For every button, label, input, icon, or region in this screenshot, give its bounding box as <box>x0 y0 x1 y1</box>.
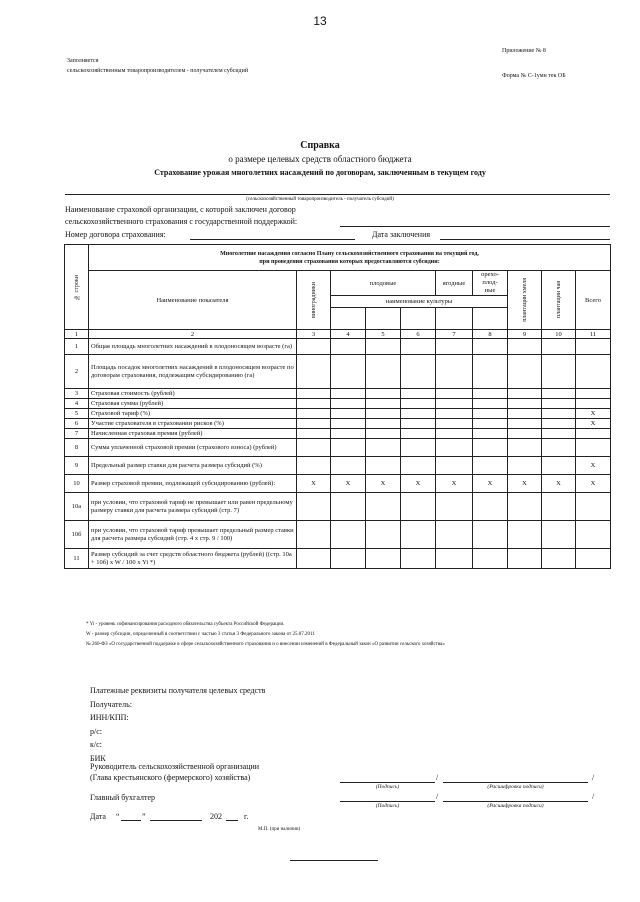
row-label: при условии, что страховой тариф не превышает или равен предельному размеру ставки для расчета размера субсидий (стр. 7) <box>89 493 297 521</box>
value-cell[interactable] <box>401 409 436 419</box>
table-row <box>65 389 611 399</box>
page-number: 13 <box>313 14 327 28</box>
value-cell[interactable] <box>508 521 542 549</box>
row-number: 6 <box>65 419 89 429</box>
row-label: Размер субсидий за счет средств областного бюджета (рублей) ((стр. 10а + 10б) х W / 100 х Yi *) <box>89 549 297 569</box>
column-number: 4 <box>331 330 366 339</box>
value-cell[interactable] <box>331 399 366 409</box>
value-cell[interactable] <box>297 339 331 355</box>
row-label: Участие страхователя в страховании рисков (%) <box>89 419 297 429</box>
value-cell[interactable] <box>436 549 473 569</box>
value-cell[interactable] <box>331 521 366 549</box>
value-cell[interactable] <box>436 457 473 475</box>
value-cell: X <box>508 475 542 493</box>
value-cell: X <box>366 475 401 493</box>
row-number: 1 <box>65 339 89 355</box>
header-berry: ягодные <box>436 271 473 296</box>
value-cell[interactable] <box>473 399 508 409</box>
value-cell[interactable] <box>401 399 436 409</box>
table-row <box>65 521 611 549</box>
value-cell[interactable] <box>401 549 436 569</box>
row-label: при условии, что страховой тариф превышает предельный размер ставки для расчета размера субсидий (стр. 4 х стр. 9 / 100) <box>89 521 297 549</box>
value-cell[interactable] <box>473 493 508 521</box>
value-cell[interactable] <box>331 457 366 475</box>
header-hop: плантации хмеля <box>508 271 542 330</box>
doc-subtitle: о размере целевых средств областного бюджета <box>228 154 412 164</box>
value-cell[interactable] <box>473 457 508 475</box>
head-signature-line[interactable] <box>340 782 435 783</box>
filled-by-recipient: сельскохозяйственным товаропроизводителем - получателем субсидий <box>67 68 249 74</box>
value-cell[interactable] <box>366 409 401 419</box>
value-cell: X <box>401 475 436 493</box>
value-cell: X <box>297 475 331 493</box>
value-cell[interactable] <box>331 493 366 521</box>
insurer-label: Наименование страховой организации, с которой заключен договор <box>65 205 296 214</box>
value-cell[interactable] <box>297 439 331 457</box>
crop-cell[interactable] <box>366 308 401 330</box>
value-cell: X <box>576 419 611 429</box>
value-cell[interactable] <box>436 493 473 521</box>
row-label: Страховая сумма (рублей) <box>89 399 297 409</box>
value-cell[interactable] <box>542 339 576 355</box>
value-cell[interactable] <box>542 439 576 457</box>
row-label: Размер страховой премии, подлежащей субсидированию (рублей): <box>89 475 297 493</box>
date-month-input[interactable] <box>150 820 202 821</box>
value-cell[interactable] <box>542 399 576 409</box>
contract-date-label: Дата заключения <box>372 230 431 239</box>
value-cell[interactable] <box>576 355 611 389</box>
value-cell[interactable] <box>331 409 366 419</box>
bottom-divider <box>290 860 378 861</box>
header-vineyards: виноградники <box>297 271 331 330</box>
value-cell: X <box>576 457 611 475</box>
value-cell[interactable] <box>401 493 436 521</box>
value-cell[interactable] <box>508 409 542 419</box>
recipient-caption: (сельскохозяйственный товаропроизводитель - получатель субсидий) <box>246 197 394 202</box>
value-cell[interactable] <box>297 493 331 521</box>
value-cell[interactable] <box>508 419 542 429</box>
row-number: 3 <box>65 389 89 399</box>
header-indicator: Наименование показателя <box>89 271 297 330</box>
value-cell[interactable] <box>401 429 436 439</box>
column-number: 1 <box>65 330 89 339</box>
crop-cell[interactable] <box>436 308 473 330</box>
value-cell[interactable] <box>331 355 366 389</box>
value-cell[interactable] <box>436 355 473 389</box>
row-label: Площадь посадок многолетних насаждений в плодоносящем возрасте по договорам страхования, подлежащим субсидированию (га) <box>89 355 297 389</box>
value-cell[interactable] <box>366 493 401 521</box>
header-tea: плантации чая <box>542 271 576 330</box>
accountant-name-line[interactable] <box>443 801 588 802</box>
column-number: 9 <box>508 330 542 339</box>
value-cell[interactable] <box>331 389 366 399</box>
table-row <box>65 419 611 429</box>
head-label: Руководитель сельскохозяйственной организации <box>90 762 260 771</box>
header-row-no: № строки <box>65 245 89 330</box>
value-cell[interactable] <box>508 355 542 389</box>
row-label: Сумма уплаченной страховой премии (страхового взноса) (рублей) <box>89 439 297 457</box>
row-number: 10 <box>65 475 89 493</box>
stamp-label: М.П. (при наличии) <box>258 827 301 832</box>
value-cell[interactable] <box>576 339 611 355</box>
value-cell[interactable] <box>366 521 401 549</box>
row-label: Предельный размер ставки для расчета размера субсидий (%) <box>89 457 297 475</box>
value-cell[interactable] <box>297 399 331 409</box>
value-cell[interactable] <box>297 409 331 419</box>
value-cell[interactable] <box>473 549 508 569</box>
value-cell[interactable] <box>576 389 611 399</box>
value-cell[interactable] <box>401 389 436 399</box>
value-cell[interactable] <box>542 493 576 521</box>
value-cell[interactable] <box>366 355 401 389</box>
row-number: 11 <box>65 549 89 569</box>
value-cell[interactable] <box>508 493 542 521</box>
value-cell[interactable] <box>331 419 366 429</box>
value-cell[interactable] <box>366 339 401 355</box>
column-number: 8 <box>473 330 508 339</box>
value-cell[interactable] <box>297 521 331 549</box>
column-number: 10 <box>542 330 576 339</box>
value-cell[interactable] <box>473 409 508 419</box>
value-cell[interactable] <box>508 457 542 475</box>
value-cell[interactable] <box>542 549 576 569</box>
value-cell[interactable] <box>576 549 611 569</box>
value-cell[interactable] <box>508 339 542 355</box>
table-row <box>65 409 611 419</box>
row-number: 8 <box>65 439 89 457</box>
value-cell[interactable] <box>542 409 576 419</box>
rs-label: р/с: <box>90 727 102 736</box>
header-crop-name: наименование культуры <box>331 296 508 308</box>
table-row <box>65 355 611 389</box>
bik-label: БИК <box>90 754 106 763</box>
value-cell[interactable] <box>297 419 331 429</box>
contract-number-input[interactable] <box>190 239 355 240</box>
value-cell: X <box>542 475 576 493</box>
value-cell[interactable] <box>436 439 473 457</box>
value-cell[interactable] <box>366 419 401 429</box>
head-name-line[interactable] <box>443 782 588 783</box>
date-year-prefix: 202 <box>210 812 222 821</box>
value-cell[interactable] <box>542 389 576 399</box>
value-cell[interactable] <box>297 457 331 475</box>
row-label: Страховая стоимость (рублей) <box>89 389 297 399</box>
accountant-label: Главный бухгалтер <box>90 793 155 802</box>
value-cell[interactable] <box>473 521 508 549</box>
contract-number-label: Номер договора страхования: <box>65 230 166 239</box>
value-cell[interactable] <box>297 549 331 569</box>
date-suffix: г. <box>244 812 249 821</box>
insurer-label-2: сельскохозяйственного страхования с государственной поддержкой: <box>65 217 298 226</box>
header-total: Всего <box>576 271 611 330</box>
table-row <box>65 339 611 355</box>
value-cell[interactable] <box>542 429 576 439</box>
row-number: 10б <box>65 521 89 549</box>
value-cell[interactable] <box>366 549 401 569</box>
accountant-decode-caption: (Расшифровка подписи) <box>487 803 544 809</box>
value-cell[interactable] <box>576 521 611 549</box>
header-fruit: плодовые <box>331 271 436 296</box>
value-cell[interactable] <box>436 419 473 429</box>
footnote-law: № 260-ФЗ «О государственной поддержке в сфере сельскохозяйственного страхования и о внесении изменений в Федеральный закон «О развитии сельского хозяйства» <box>86 642 445 647</box>
value-cell[interactable] <box>576 399 611 409</box>
value-cell[interactable] <box>508 399 542 409</box>
row-number: 9 <box>65 457 89 475</box>
value-cell[interactable] <box>576 493 611 521</box>
crop-cell[interactable] <box>401 308 436 330</box>
row-number: 7 <box>65 429 89 439</box>
header-nut: орехо- плод- ные <box>473 271 508 296</box>
column-number: 2 <box>89 330 297 339</box>
value-cell[interactable] <box>331 429 366 439</box>
crop-cell[interactable] <box>331 308 366 330</box>
head-decode-caption: (Расшифровка подписи) <box>487 784 544 790</box>
value-cell: X <box>331 475 366 493</box>
value-cell[interactable] <box>401 521 436 549</box>
date-day-input[interactable] <box>121 820 141 821</box>
value-cell[interactable] <box>508 389 542 399</box>
value-cell[interactable] <box>436 521 473 549</box>
ks-label: к/с: <box>90 740 102 749</box>
value-cell[interactable] <box>542 457 576 475</box>
row-label: Начисленная страховая премия (рублей) <box>89 429 297 439</box>
accountant-signature-line[interactable] <box>340 801 435 802</box>
column-number: 6 <box>401 330 436 339</box>
requisites-title: Платежные реквизиты получателя целевых средств <box>90 686 266 695</box>
value-cell[interactable] <box>401 439 436 457</box>
value-cell[interactable] <box>576 439 611 457</box>
contract-date-input[interactable] <box>440 239 610 240</box>
value-cell[interactable] <box>401 419 436 429</box>
column-number: 11 <box>576 330 611 339</box>
row-number: 4 <box>65 399 89 409</box>
value-cell[interactable] <box>473 419 508 429</box>
column-number: 3 <box>297 330 331 339</box>
value-cell[interactable] <box>401 339 436 355</box>
table-row <box>65 493 611 521</box>
value-cell[interactable] <box>436 409 473 419</box>
value-cell[interactable] <box>331 549 366 569</box>
value-cell[interactable] <box>436 399 473 409</box>
doc-title: Справка <box>300 140 340 151</box>
value-cell[interactable] <box>542 521 576 549</box>
value-cell: X <box>436 475 473 493</box>
table-row <box>65 429 611 439</box>
accountant-sign-caption: (Подпись) <box>375 803 400 809</box>
table-row <box>65 457 611 475</box>
value-cell[interactable] <box>297 429 331 439</box>
value-cell[interactable] <box>576 429 611 439</box>
row-number: 5 <box>65 409 89 419</box>
form-code: Форма № С-1умн тек ОБ <box>502 73 566 79</box>
recipient-name-line[interactable] <box>65 194 610 195</box>
value-cell[interactable] <box>473 439 508 457</box>
value-cell[interactable] <box>473 355 508 389</box>
row-label: Общая площадь многолетних насаждений в плодоносящем возрасте (га) <box>89 339 297 355</box>
value-cell[interactable] <box>331 439 366 457</box>
value-cell[interactable] <box>508 549 542 569</box>
value-cell[interactable] <box>436 429 473 439</box>
table-row <box>65 439 611 457</box>
row-number: 10а <box>65 493 89 521</box>
value-cell[interactable] <box>366 439 401 457</box>
value-cell[interactable] <box>542 419 576 429</box>
column-number: 7 <box>436 330 473 339</box>
value-cell[interactable] <box>366 457 401 475</box>
value-cell[interactable] <box>436 339 473 355</box>
header-plantings: Многолетние насаждения согласно Плану сельскохозяйственного страхования на текущий год, при проведении страхования которых предоставляются субсидии: <box>89 245 611 271</box>
recipient-label: Получатель: <box>90 700 132 709</box>
footnote-yi: * Yi - уровень софинансирования расходного обязательства субъекта Российской Федерации. <box>86 622 285 627</box>
appendix-label: Приложение № 8 <box>502 48 546 54</box>
value-cell: X <box>473 475 508 493</box>
date-label: Дата <box>90 812 106 821</box>
row-number: 2 <box>65 355 89 389</box>
value-cell[interactable] <box>401 355 436 389</box>
value-cell[interactable] <box>508 429 542 439</box>
insurer-input[interactable] <box>340 226 610 227</box>
table-row <box>65 399 611 409</box>
doc-topic: Страхование урожая многолетних насаждений по договорам, заключенным в текущем году <box>154 168 486 177</box>
footnote-w: W - размер субсидии, определенный в соответствии с частью 3 статьи 3 Федерального закона от 25.07.2011 <box>86 632 315 637</box>
column-number: 5 <box>366 330 401 339</box>
filled-by-label: Заполняется <box>67 58 99 64</box>
value-cell[interactable] <box>473 389 508 399</box>
value-cell[interactable] <box>331 339 366 355</box>
value-cell[interactable] <box>508 439 542 457</box>
value-cell[interactable] <box>473 429 508 439</box>
crop-cell[interactable] <box>473 308 508 330</box>
subsidy-table <box>64 244 611 569</box>
value-cell[interactable] <box>297 389 331 399</box>
value-cell[interactable] <box>436 389 473 399</box>
value-cell[interactable] <box>297 355 331 389</box>
value-cell[interactable] <box>366 399 401 409</box>
value-cell: X <box>576 475 611 493</box>
date-year-input[interactable] <box>226 820 238 821</box>
table-row <box>65 475 611 493</box>
head-sign-caption: (Подпись) <box>375 784 400 790</box>
row-label: Страховой тариф (%) <box>89 409 297 419</box>
inn-label: ИНН/КПП: <box>90 713 129 722</box>
value-cell[interactable] <box>366 389 401 399</box>
head-label-2: (Глава крестьянского (фермерского) хозяйства) <box>90 773 251 782</box>
value-cell[interactable] <box>542 355 576 389</box>
value-cell[interactable] <box>473 339 508 355</box>
value-cell[interactable] <box>366 429 401 439</box>
value-cell: X <box>576 409 611 419</box>
table-row <box>65 549 611 569</box>
value-cell[interactable] <box>401 457 436 475</box>
